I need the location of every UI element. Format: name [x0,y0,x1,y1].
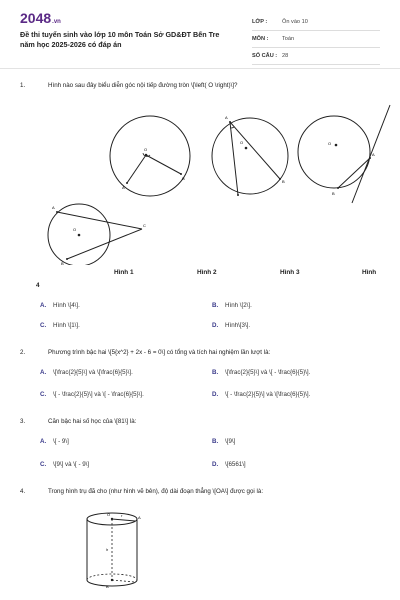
option-label: B. [212,438,219,445]
site-logo[interactable] [20,10,61,26]
figure-4-label: Hình [362,269,377,276]
fig2-label-b: B [282,179,285,184]
option-label: B. [212,369,219,376]
option-label: C. [40,322,47,329]
q1-option-d[interactable] [212,322,250,329]
q1-figures [0,95,400,265]
fig3-label-a: A [372,152,375,157]
question-text: Hình nào sau đây biểu diễn góc nội tiếp đường tròn \[\left( O \right)\]? [48,82,238,89]
q3-option-d[interactable] [212,461,246,468]
fig1-label-a: A [122,185,125,190]
fig2-label-o: O [240,140,244,145]
question-text: Phương trình bậc hai \[5{x^2} + 2x - 6 = 0\] có tổng và tích hai nghiệm lần lượt là: [48,349,271,356]
fig4-label-b: B [61,261,64,265]
figure-4-diagram [48,204,146,265]
figure-1-diagram [110,116,190,196]
question-3 [20,418,136,425]
question-text: Trong hình trụ đã cho (như hình vẽ bên), độ dài đoạn thẳng \[OA\] được gọi là: [48,488,264,495]
question-4 [20,488,263,495]
figure-3-diagram [298,105,390,203]
meta-value: Ôn vào 10 [282,19,308,25]
figure-2-diagram [212,115,288,196]
question-text: Căn bậc hai số học của \[81\] là: [48,418,137,425]
question-2 [20,349,270,356]
figure-3-label: Hình 3 [280,269,300,276]
cyl-label-r: r [121,513,123,518]
fig4-label-c: C [143,223,146,228]
header-divider [0,68,400,69]
fig1-label-b: B [182,176,185,181]
option-label: C. [40,461,47,468]
q1-option-b[interactable] [212,302,252,309]
question-1 [20,82,237,89]
q3-option-b[interactable] [212,438,235,445]
question-number: 2. [20,349,26,356]
fig2-label-a: A [225,115,228,120]
fig3-label-b: B [332,191,335,196]
figure-4-number: 4 [36,282,40,289]
option-label: D. [212,391,219,398]
cyl-label-o: O [107,512,111,517]
q2-option-c[interactable] [40,391,144,398]
cyl-label-h: h [106,547,109,552]
option-label: C. [40,391,47,398]
meta-key: LỚP : [252,19,268,25]
option-label: B. [212,302,219,309]
fig1-label-o: O [144,147,148,152]
question-number: 4. [20,488,26,495]
fig3-label-o: O [328,141,332,146]
meta-count [252,48,380,65]
option-label: A. [40,302,47,309]
cyl-label-b: B [106,584,109,589]
fig4-label-a: A [52,205,55,210]
meta-value: Toán [282,36,295,42]
cylinder-figure [80,505,150,597]
q2-option-d[interactable] [212,391,310,398]
option-value: \[9\] và \[ - 9\] [53,461,90,468]
q2-option-b[interactable] [212,369,310,376]
meta-subject [252,31,380,48]
q1-option-a[interactable] [40,302,80,309]
option-value: \[9\] [225,438,236,445]
fig4-label-o: O [73,227,77,232]
option-value: Hình\[3\]. [225,322,251,329]
logo-text: 2048 [20,10,52,26]
q3-option-a[interactable] [40,438,69,445]
page-title: Đề thi tuyển sinh vào lớp 10 môn Toán Sở GD&ĐT Bến Tre năm học 2025-2026 có đáp án [20,30,220,49]
meta-key: MÔN : [252,36,269,42]
figure-1-label: Hình 1 [114,269,134,276]
option-label: D. [212,461,219,468]
option-value: Hình \[1\]. [53,322,80,329]
option-value: \[ - \frac{2}{5}\] và \[\frac{6}{5}\]. [225,391,311,398]
meta-class [252,14,380,31]
question-number: 1. [20,82,26,89]
option-value: \[ - \frac{2}{5}\] và \[ - \frac{6}{5}\]. [53,391,144,398]
option-label: A. [40,369,47,376]
meta-value: 28 [282,53,289,59]
q1-option-c[interactable] [40,322,80,329]
question-number: 3. [20,418,26,425]
option-value: \[\frac{2}{5}\] và \[\frac{6}{5}\]. [53,369,133,376]
cyl-label-a: A [138,515,141,520]
option-value: \[ - 9\] [53,438,69,445]
q2-option-a[interactable] [40,369,133,376]
logo-suffix: .vn [52,19,61,25]
option-label: D. [212,322,219,329]
option-value: \[6561\] [225,461,246,468]
q3-option-c[interactable] [40,461,89,468]
option-value: Hình \[2\]. [225,302,252,309]
option-value: Hình \[4\]. [53,302,80,309]
meta-key: SỐ CÂU : [252,53,278,59]
figure-2-label: Hình 2 [197,269,217,276]
option-value: \[\frac{2}{5}\] và \[ - \frac{6}{5}\]. [225,369,311,376]
exam-meta [252,14,380,65]
option-label: A. [40,438,47,445]
